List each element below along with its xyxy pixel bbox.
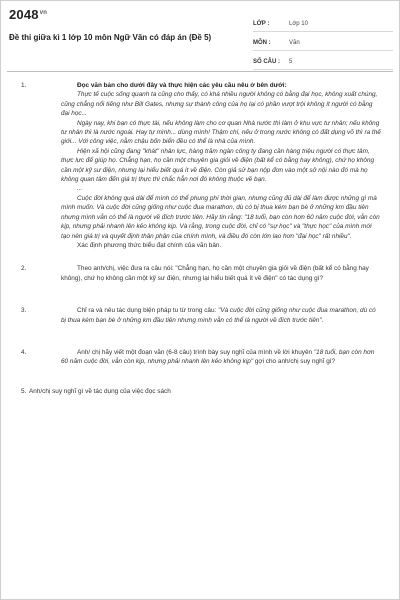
meta-row-subject bbox=[253, 36, 393, 51]
question-3-quote: "Và cuộc đời cũng giống như cuộc đua marathon, dù có bị thua kém bạn bè ở những km đầu tiên nhưng mình vẫn có thể là người về đích trước tiên". bbox=[61, 307, 376, 324]
question-5 bbox=[19, 387, 381, 396]
question-5-text: Anh/chị suy nghĩ gì về tác dụng của việc đọc sách bbox=[29, 387, 171, 395]
question-2 bbox=[19, 264, 381, 283]
question-1 bbox=[19, 81, 381, 250]
question-number: 5. bbox=[21, 387, 27, 395]
meta-value-count: 5 bbox=[289, 59, 293, 65]
question-3 bbox=[19, 306, 381, 325]
question-body bbox=[61, 81, 381, 250]
passage-paragraph-3: Hiện xã hội cũng đang "khát" nhân lực, hàng trăm ngàn công ty đang cần hàng triệu người có thực tâm, thực lực để giúp họ. Chẳng hạn, họ cần một chuyên gia giỏi về điện (bất kể có bằng hay không), chứ họ không cần một kỹ sư điện, nhưng lại hiểu biết quá ít về điện. Còn giả sử bạn nộp đơn vào một sở nội nào đó mà họ không quan tâm đến giá trị thực thì chắc hẳn nơi đó không thuộc về bạn. bbox=[61, 147, 375, 184]
meta-row-count bbox=[253, 55, 393, 70]
question-body bbox=[61, 264, 381, 283]
passage-paragraph-4: Cuộc đời không quá dài để mình có thể phung phí thời gian, nhưng cũng đủ dài để làm được những gì mà mình muốn. Và cuộc đời cũng giống như cuộc đua marathon, dù có bị thua kém bạn bè ở những km đầu tiên nhưng mình vẫn có thể là người về đích trước tiên. Hãy tin rằng: "18 tuổi, bạn còn hơn 60 năm cuộc đời, vẫn còn kịp, nhưng phải nhanh lên kẻo không kịp. Và rằng, trong cuộc đời, chỉ có "sự học" và "thực học" của mình mới tạo nên giá trị và quyết định thân phận của chính mình, và điều đó còn lớn lao hơn "đại học" rất nhiều". bbox=[61, 194, 380, 240]
passage-ellipsis: ... bbox=[77, 185, 83, 193]
question-number: 1. bbox=[21, 82, 27, 89]
brand-name: 2048 bbox=[9, 7, 39, 22]
exam-meta bbox=[253, 17, 393, 74]
question-1-task: Xác định phương thức biểu đạt chính của văn bản. bbox=[77, 241, 222, 249]
exam-title: Đề thi giữa kì 1 lớp 10 môn Ngữ Văn có đáp án (Đề 5) bbox=[9, 33, 212, 42]
questions-list bbox=[19, 81, 381, 396]
question-number: 3. bbox=[21, 307, 27, 315]
meta-value-class: Lớp 10 bbox=[289, 21, 308, 27]
question-body bbox=[29, 387, 381, 396]
question-2-text: Theo anh/chị, việc đưa ra câu nói: "Chẳng hạn, họ cần một chuyên gia giỏi về điện (bất kể có bằng hay không), chứ họ không cần một kỹ sư điện, nhưng lại hiểu biết quá ít về điện" có tác dụng gì? bbox=[61, 265, 369, 282]
question-body bbox=[61, 306, 381, 325]
question-3-text bbox=[61, 306, 381, 325]
question-body bbox=[61, 348, 381, 367]
meta-label-subject: MÔN : bbox=[253, 40, 271, 46]
meta-value-subject: Văn bbox=[289, 40, 300, 46]
question-4-text bbox=[61, 348, 381, 367]
meta-row-class bbox=[253, 17, 393, 32]
question-4-quote: "18 tuổi, bạn còn hơn 60 năm cuộc đời, vẫn còn kịp, nhưng phải nhanh lên kẻo không kịp" bbox=[61, 348, 375, 366]
question-3-prompt: Chỉ ra và nêu tác dụng biện pháp tu từ trong câu: bbox=[77, 307, 219, 315]
meta-label-class: LỚP : bbox=[253, 21, 270, 27]
question-number: 2. bbox=[21, 265, 27, 273]
passage-paragraph-1: Thực tế cuộc sống quanh ta cũng cho thấy, có khá nhiều người không có bằng đại học, không xuất chúng, cũng chẳng nổi tiếng như Bill Gates, nhưng sự thành công của họ lại có phần vượt trội không ít người có bằng đại học... bbox=[61, 91, 378, 118]
reading-instruction: Đọc văn bản cho dưới đây và thực hiện các yêu cầu nêu ở bên dưới: bbox=[77, 82, 287, 89]
question-4-prompt: Anh/ chị hãy viết một đoạn văn (6-8 câu) trình bày suy nghĩ của mình về lời khuyên bbox=[77, 348, 314, 356]
meta-label-count: SỐ CÂU : bbox=[253, 59, 280, 65]
question-number: 4. bbox=[21, 348, 27, 356]
brand-suffix: vn bbox=[39, 9, 48, 16]
passage-paragraph-2: Ngày nay, khi bạn có thực tài, nếu không làm cho cơ quan Nhà nước thì làm ở khu vực tư nhân; nếu không tư nhân thì là nước ngoài. Hay tự mình... dùng mình! Thậm chí, nếu ở trong nước không có đất dụng võ thì ra thế giới... Với công việc, nằm chậu bốn biển đều có thể là nhà của mình. bbox=[61, 119, 381, 146]
header-divider bbox=[7, 71, 393, 72]
brand-logo[interactable] bbox=[9, 7, 47, 22]
question-4-ending: gợi cho anh/chị suy nghĩ gì? bbox=[253, 358, 336, 366]
page-header bbox=[7, 7, 393, 63]
question-4 bbox=[19, 348, 381, 367]
